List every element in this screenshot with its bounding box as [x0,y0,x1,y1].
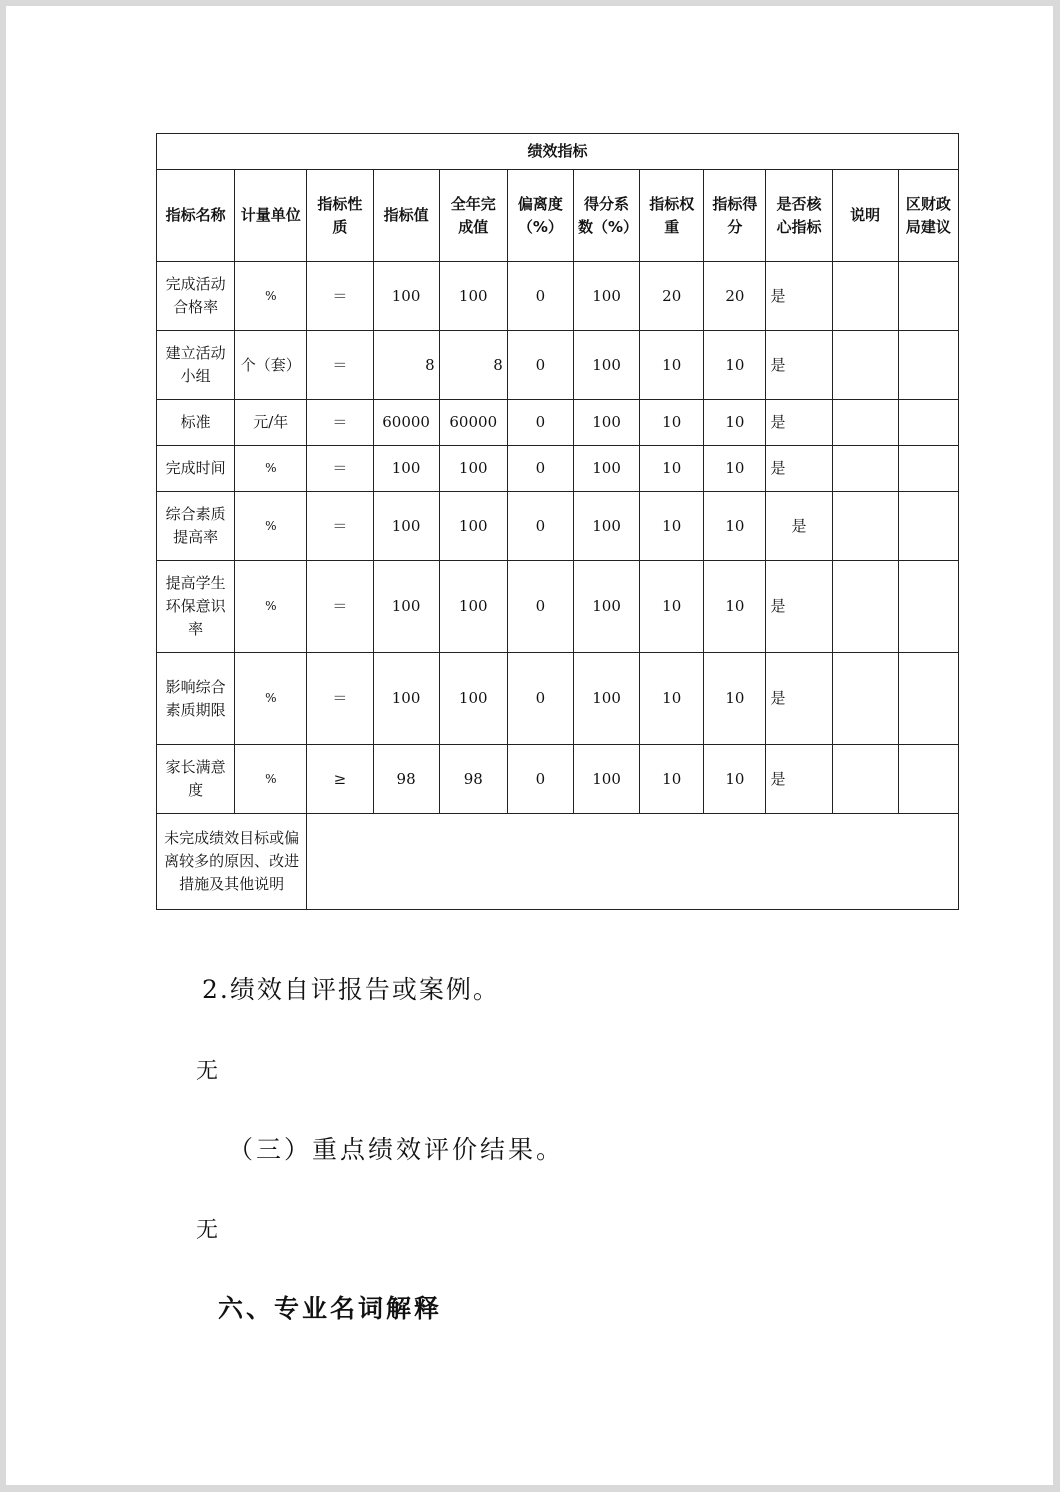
cell-score: 10 [704,331,766,400]
cell-advice [898,446,958,492]
cell-target: 98 [373,745,439,814]
cell-nature: ＝ [307,446,373,492]
cell-target: 60000 [373,400,439,446]
cell-target: 100 [373,262,439,331]
cell-unit: 元/年 [235,400,307,446]
cell-deviation: 0 [507,400,573,446]
cell-nature: ＝ [307,653,373,745]
cell-note [832,561,898,653]
cell-nature: ＝ [307,492,373,561]
cell-note [832,446,898,492]
cell-coefficient: 100 [573,653,639,745]
cell-core: 是 [766,446,832,492]
glossary-heading: 六、专业名词解释 [218,1294,443,1323]
cell-actual: 100 [439,653,507,745]
cell-target: 100 [373,561,439,653]
table-row [157,262,959,331]
cell-nature: ≥ [307,745,373,814]
table-title: 绩效指标 [157,134,959,170]
table-row [157,492,959,561]
cell-nature: ＝ [307,400,373,446]
cell-coefficient: 100 [573,492,639,561]
cell-advice [898,492,958,561]
cell-weight: 10 [640,446,704,492]
cell-advice [898,653,958,745]
cell-unit: % [235,745,307,814]
column-header-target: 指标值 [373,170,439,262]
cell-name: 综合素质提高率 [157,492,235,561]
cell-score: 10 [704,745,766,814]
cell-coefficient: 100 [573,561,639,653]
footer-value [307,814,959,910]
cell-actual: 100 [439,446,507,492]
cell-note [832,331,898,400]
document-page [6,6,1053,1485]
cell-deviation: 0 [507,745,573,814]
column-header-core: 是否核心指标 [766,170,832,262]
key-eval-heading: （三）重点绩效评价结果。 [228,1135,565,1164]
column-header-note: 说明 [832,170,898,262]
cell-core: 是 [766,492,832,561]
column-header-weight: 指标权重 [640,170,704,262]
cell-actual: 8 [439,331,507,400]
cell-core: 是 [766,331,832,400]
cell-unit: % [235,262,307,331]
cell-target: 100 [373,653,439,745]
cell-name: 影响综合素质期限 [157,653,235,745]
cell-weight: 10 [640,492,704,561]
cell-core: 是 [766,561,832,653]
cell-core: 是 [766,400,832,446]
cell-unit: % [235,561,307,653]
cell-weight: 10 [640,745,704,814]
cell-weight: 20 [640,262,704,331]
cell-name: 完成活动合格率 [157,262,235,331]
cell-score: 10 [704,653,766,745]
cell-name: 标准 [157,400,235,446]
table-row [157,653,959,745]
cell-core: 是 [766,745,832,814]
table-footer-row [157,814,959,910]
cell-deviation: 0 [507,561,573,653]
performance-indicator-table [156,133,959,910]
key-eval-body: 无 [196,1218,219,1243]
cell-deviation: 0 [507,492,573,561]
cell-unit: % [235,653,307,745]
self-eval-body: 无 [196,1059,219,1084]
cell-name: 建立活动小组 [157,331,235,400]
table-row [157,331,959,400]
table-row [157,561,959,653]
cell-weight: 10 [640,561,704,653]
cell-core: 是 [766,653,832,745]
cell-advice [898,561,958,653]
cell-coefficient: 100 [573,331,639,400]
cell-target: 100 [373,446,439,492]
cell-score: 10 [704,561,766,653]
cell-advice [898,745,958,814]
cell-score: 10 [704,446,766,492]
self-eval-heading: 2.绩效自评报告或案例。 [202,975,500,1004]
cell-coefficient: 100 [573,400,639,446]
cell-note [832,400,898,446]
cell-name: 家长满意度 [157,745,235,814]
cell-actual: 98 [439,745,507,814]
column-header-unit: 计量单位 [235,170,307,262]
cell-deviation: 0 [507,653,573,745]
cell-score: 10 [704,400,766,446]
cell-weight: 10 [640,653,704,745]
cell-score: 20 [704,262,766,331]
cell-target: 8 [373,331,439,400]
cell-note [832,492,898,561]
cell-name: 提高学生环保意识率 [157,561,235,653]
table-row [157,400,959,446]
cell-target: 100 [373,492,439,561]
cell-unit: 个（套） [235,331,307,400]
cell-actual: 60000 [439,400,507,446]
cell-note [832,262,898,331]
cell-coefficient: 100 [573,446,639,492]
column-header-deviation: 偏离度（%） [507,170,573,262]
cell-advice [898,400,958,446]
cell-deviation: 0 [507,446,573,492]
cell-advice [898,262,958,331]
cell-nature: ＝ [307,262,373,331]
cell-coefficient: 100 [573,745,639,814]
cell-name: 完成时间 [157,446,235,492]
cell-actual: 100 [439,492,507,561]
table-row [157,745,959,814]
column-header-score: 指标得分 [704,170,766,262]
column-header-name: 指标名称 [157,170,235,262]
cell-unit: % [235,446,307,492]
cell-unit: % [235,492,307,561]
column-header-actual: 全年完成值 [439,170,507,262]
cell-deviation: 0 [507,262,573,331]
column-header-advice: 区财政局建议 [898,170,958,262]
table-row [157,446,959,492]
cell-weight: 10 [640,400,704,446]
cell-core: 是 [766,262,832,331]
cell-note [832,653,898,745]
cell-actual: 100 [439,262,507,331]
column-header-nature: 指标性质 [307,170,373,262]
column-header-coefficient: 得分系数（%） [573,170,639,262]
cell-advice [898,331,958,400]
cell-actual: 100 [439,561,507,653]
cell-nature: ＝ [307,561,373,653]
cell-nature: ＝ [307,331,373,400]
cell-score: 10 [704,492,766,561]
cell-weight: 10 [640,331,704,400]
cell-deviation: 0 [507,331,573,400]
footer-label: 未完成绩效目标或偏离较多的原因、改进措施及其他说明 [157,814,307,910]
cell-coefficient: 100 [573,262,639,331]
cell-note [832,745,898,814]
